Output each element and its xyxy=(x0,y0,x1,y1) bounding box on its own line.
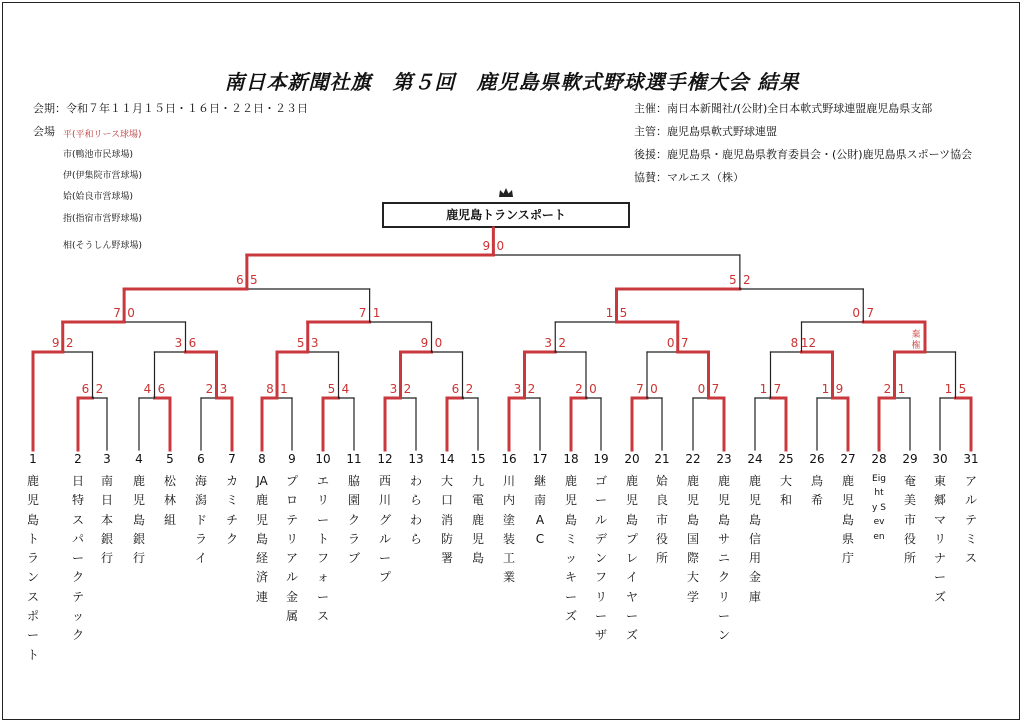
match-score: 1 xyxy=(821,382,830,396)
team-seed: 31 xyxy=(963,452,979,466)
team-name: 脇園クラブ xyxy=(347,474,360,566)
team-name: 大口消防署 xyxy=(440,474,453,566)
match-score: 5 xyxy=(296,336,305,350)
team-name: 日特スパークテック xyxy=(71,474,84,643)
match-score: 7 xyxy=(358,306,367,320)
team-name: 海潟ドライ xyxy=(194,474,207,566)
team-seed: 14 xyxy=(439,452,455,466)
forfeit-note: 棄権 xyxy=(911,330,921,351)
team-name: アルテミス xyxy=(964,474,977,566)
champion-box: 鹿児島トランスポート xyxy=(382,202,630,228)
match-score: 8 xyxy=(266,382,274,396)
match-score: 6 xyxy=(236,273,244,287)
team-name: 西川グループ xyxy=(378,474,391,585)
match-score: 2 xyxy=(743,273,751,287)
team-name: 九電鹿児島 xyxy=(471,474,484,566)
team-seed: 17 xyxy=(532,452,548,466)
venue-heading: 会場 xyxy=(33,125,55,138)
match-score: 4 xyxy=(143,382,152,396)
match-score: 6 xyxy=(81,382,90,396)
team-name: 継南AC xyxy=(533,474,546,546)
team-seed: 3 xyxy=(103,452,111,466)
match-score: 3 xyxy=(174,336,183,350)
team-seed: 29 xyxy=(902,452,918,466)
team-name: 東郷マリナーズ xyxy=(933,474,946,604)
team-name: 姶良市役所 xyxy=(655,474,668,566)
team-name: プロテリアル金属 xyxy=(285,474,298,624)
period-text: 会期：令和７年１１月１５日・１６日・２２日・２３日 xyxy=(33,102,308,115)
match-score: 5 xyxy=(958,382,967,396)
team-seed: 5 xyxy=(166,452,174,466)
team-seed: 24 xyxy=(747,452,763,466)
page-title: 南日本新聞社旗 第５回 鹿児島県軟式野球選手権大会 結果 xyxy=(224,70,800,94)
match-score: 7 xyxy=(680,336,689,350)
match-score: 7 xyxy=(711,382,720,396)
match-score: 0 xyxy=(589,382,597,396)
team-seed: 2 xyxy=(74,452,82,466)
team-seed: 20 xyxy=(624,452,640,466)
team-seed: 18 xyxy=(563,452,579,466)
venue-item: 相(そうしん野球場) xyxy=(63,241,143,251)
match-score: 0 xyxy=(852,306,861,320)
organizer-line: 主催：南日本新聞社/(公財)全日本軟式野球連盟鹿児島県支部 xyxy=(634,102,933,115)
match-score: 6 xyxy=(188,336,197,350)
team-seed: 13 xyxy=(408,452,424,466)
team-name: わらわら xyxy=(409,474,422,546)
team-seed: 9 xyxy=(288,452,296,466)
match-score: 1 xyxy=(897,382,906,396)
team-seed: 28 xyxy=(871,452,887,466)
match-score: 12 xyxy=(800,336,817,350)
match-score: 3 xyxy=(544,336,553,350)
team-seed: 8 xyxy=(258,452,266,466)
match-score: 0 xyxy=(127,306,135,320)
team-seed: 7 xyxy=(228,452,236,466)
match-score: 1 xyxy=(944,382,953,396)
team-name: カミチク xyxy=(225,474,238,546)
match-score: 6 xyxy=(451,382,460,396)
team-seed: 16 xyxy=(501,452,517,466)
match-score: 1 xyxy=(372,306,381,320)
team-seed: 30 xyxy=(932,452,948,466)
match-score: 0 xyxy=(697,382,706,396)
match-score: 0 xyxy=(666,336,675,350)
match-score: 3 xyxy=(513,382,522,396)
match-score: 3 xyxy=(219,382,228,396)
match-score: 2 xyxy=(95,382,104,396)
team-seed: 27 xyxy=(840,452,856,466)
match-score: 0 xyxy=(650,382,658,396)
team-name: 南日本銀行 xyxy=(100,474,113,566)
venue-item: 姶(姶良市営球場) xyxy=(63,192,134,202)
team-seed: 26 xyxy=(809,452,825,466)
team-seed: 23 xyxy=(716,452,732,466)
team-seed: 19 xyxy=(593,452,609,466)
match-score: 2 xyxy=(205,382,214,396)
match-score: 5 xyxy=(327,382,336,396)
match-score: 9 xyxy=(482,239,491,253)
match-score: 9 xyxy=(420,336,429,350)
match-score: 8 xyxy=(790,336,799,350)
team-name: 大和 xyxy=(779,474,792,508)
venue-item: 伊(伊集院市営球場) xyxy=(63,171,143,181)
match-score: 5 xyxy=(619,306,628,320)
match-score: 5 xyxy=(729,273,737,287)
match-score: 6 xyxy=(157,382,166,396)
team-seed: 11 xyxy=(346,452,362,466)
team-seed: 6 xyxy=(197,452,205,466)
team-seed: 22 xyxy=(685,452,701,466)
match-score: 2 xyxy=(65,336,74,350)
team-seed: 10 xyxy=(315,452,331,466)
match-score: 1 xyxy=(759,382,768,396)
team-name: 鹿児島銀行 xyxy=(132,474,145,566)
match-score: 2 xyxy=(558,336,567,350)
venue-item: 指(指宿市営野球場) xyxy=(63,214,143,224)
match-score: 5 xyxy=(250,273,258,287)
team-name: 鹿児島プレイヤーズ xyxy=(625,474,638,643)
match-score: 2 xyxy=(575,382,583,396)
organizer-line: 主管：鹿児島県軟式野球連盟 xyxy=(634,125,777,138)
team-seed: 12 xyxy=(377,452,393,466)
team-name: 鳥希 xyxy=(810,474,823,508)
venue-item: 市(鴨池市民球場) xyxy=(63,150,134,160)
team-name: 奄美市役所 xyxy=(903,474,916,566)
match-score: 2 xyxy=(403,382,412,396)
team-name: 鹿児島国際大学 xyxy=(686,474,699,604)
match-score: 2 xyxy=(527,382,536,396)
team-name: 鹿児島ミッキーズ xyxy=(564,474,577,624)
organizer-line: 後援：鹿児島県・鹿児島県教育委員会・(公財)鹿児島県スポーツ協会 xyxy=(634,148,973,161)
match-score: 7 xyxy=(866,306,875,320)
team-name: 松林組 xyxy=(163,474,176,527)
match-score: 9 xyxy=(51,336,60,350)
match-score: 2 xyxy=(883,382,892,396)
team-name: エリートフォース xyxy=(316,474,329,624)
match-score: 0 xyxy=(434,336,443,350)
team-name: 川内塗装工業 xyxy=(502,474,515,585)
team-name: Eighty Seven xyxy=(872,474,886,542)
match-score: 1 xyxy=(280,382,288,396)
match-score: 1 xyxy=(605,306,614,320)
match-score: 7 xyxy=(773,382,782,396)
team-seed: 25 xyxy=(778,452,794,466)
match-score: 3 xyxy=(389,382,398,396)
team-name: JA鹿児島経済連 xyxy=(255,474,268,604)
team-seed: 15 xyxy=(470,452,486,466)
team-name: 鹿児島県庁 xyxy=(841,474,854,566)
team-name: ゴールデンフリーザ xyxy=(594,474,607,643)
venue-item: 平(平和リース球場) xyxy=(63,130,142,140)
team-name: 鹿児島信用金庫 xyxy=(748,474,761,604)
match-score: 4 xyxy=(341,382,350,396)
match-score: 7 xyxy=(636,382,644,396)
organizer-line: 協賛：マルエス（株） xyxy=(634,171,744,184)
match-score: 7 xyxy=(113,306,121,320)
team-seed: 21 xyxy=(654,452,670,466)
team-seed: 1 xyxy=(29,452,37,466)
match-score: 3 xyxy=(310,336,319,350)
team-name: 鹿児島トランスポート xyxy=(26,474,39,662)
match-score: 2 xyxy=(465,382,474,396)
match-score: 9 xyxy=(835,382,844,396)
match-score: 0 xyxy=(496,239,505,253)
team-seed: 4 xyxy=(135,452,143,466)
team-name: 鹿児島サニクリーン xyxy=(717,474,730,643)
